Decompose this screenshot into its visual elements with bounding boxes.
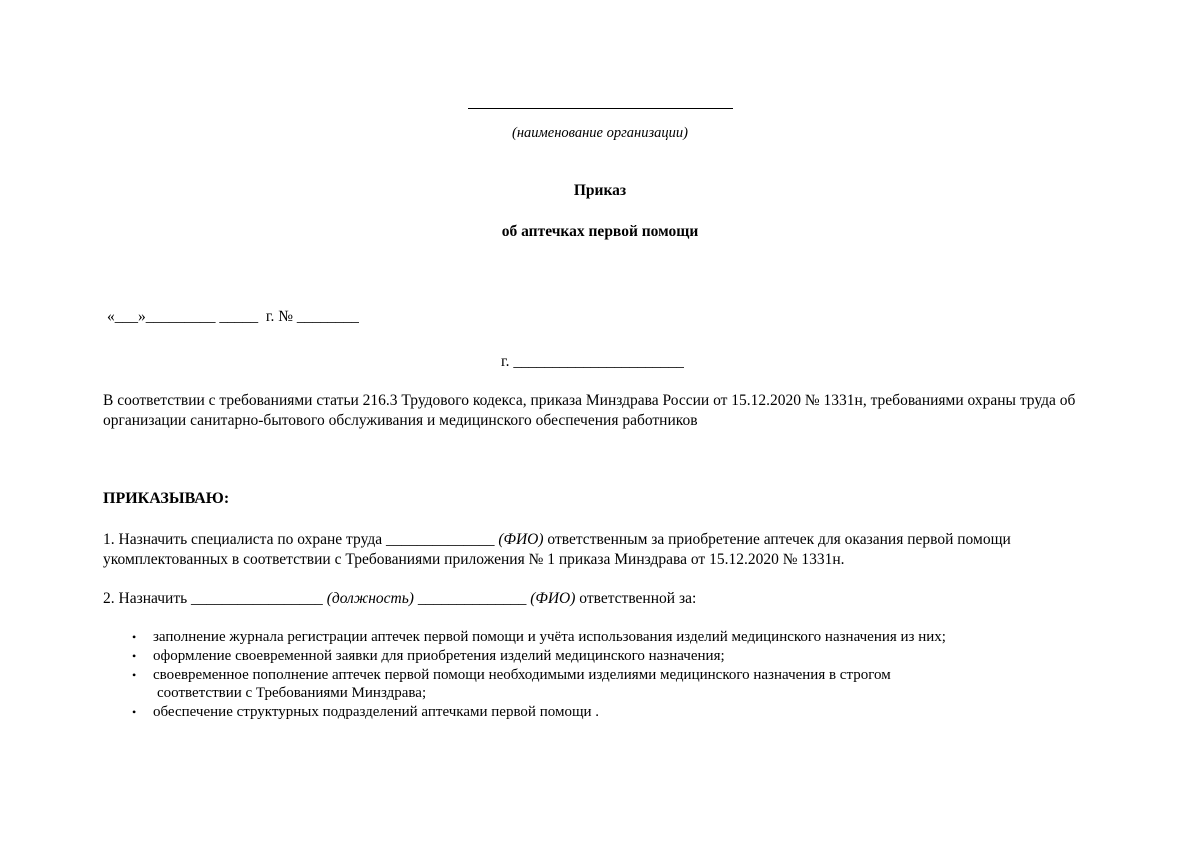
list-item bbox=[130, 703, 1090, 722]
item1-fio-label: (ФИО) bbox=[498, 531, 544, 548]
item1-text-start: 1. Назначить специалиста по охране труда ______________ bbox=[103, 531, 499, 548]
item2-text-start: 2. Назначить _________________ bbox=[103, 590, 327, 607]
item2-position-label: (должность) bbox=[326, 590, 414, 607]
list-item-continuation: соответствии с Требованиями Минздрава; bbox=[157, 685, 427, 702]
list-item-text: оформление своевременной заявки для приобретения изделий медицинского назначения; bbox=[153, 647, 725, 664]
organization-name-line bbox=[468, 108, 733, 109]
bullet-icon: • bbox=[132, 630, 137, 644]
order-item-2 bbox=[103, 590, 696, 608]
list-item-text: обеспечение структурных подразделений аптечками первой помощи . bbox=[153, 704, 600, 721]
bullet-icon: • bbox=[132, 705, 137, 720]
list-item bbox=[130, 647, 1090, 666]
date-number-line: «___»_________ _____ г. № ________ bbox=[107, 308, 359, 325]
list-item bbox=[130, 666, 1090, 704]
order-heading: ПРИКАЗЫВАЮ: bbox=[103, 490, 230, 507]
city-line: г. ______________________ bbox=[501, 353, 684, 370]
organization-caption: (наименование организации) bbox=[512, 125, 688, 141]
responsibilities-list bbox=[130, 628, 1090, 722]
list-item-text: заполнение журнала регистрации аптечек первой помощи и учёта использования изделий медицинского назначения из них; bbox=[153, 629, 946, 645]
bullet-icon: • bbox=[132, 667, 137, 682]
bullet-icon: • bbox=[132, 648, 137, 663]
list-item bbox=[130, 628, 1090, 647]
item2-fio-label: (ФИО) bbox=[530, 590, 576, 607]
order-item-1 bbox=[103, 530, 1078, 570]
preamble-paragraph: В соответствии с требованиями статьи 216.3 Трудового кодекса, приказа Минздрава России от 15.12.2020 № 1331н, требованиями охраны труда об организации санитарно-бытового обслуживания и медицинского обеспечения работников bbox=[103, 392, 1076, 429]
list-item-text: своевременное пополнение аптечек первой помощи необходимыми изделиями медицинского назначения в строгом bbox=[153, 666, 891, 683]
document-subtitle: об аптечках первой помощи bbox=[501, 223, 699, 240]
item1-text-end: ответственным за приобретение аптечек для оказания первой помощи укомплектованных в соответствии с Требованиями приложения № 1 приказа Минздрава от 15.12.2020 № 1331н. bbox=[103, 531, 1011, 568]
document-title: Приказ bbox=[573, 182, 627, 199]
item2-text-middle: ______________ bbox=[413, 590, 531, 607]
item2-text-end: ответственной за: bbox=[575, 590, 697, 607]
